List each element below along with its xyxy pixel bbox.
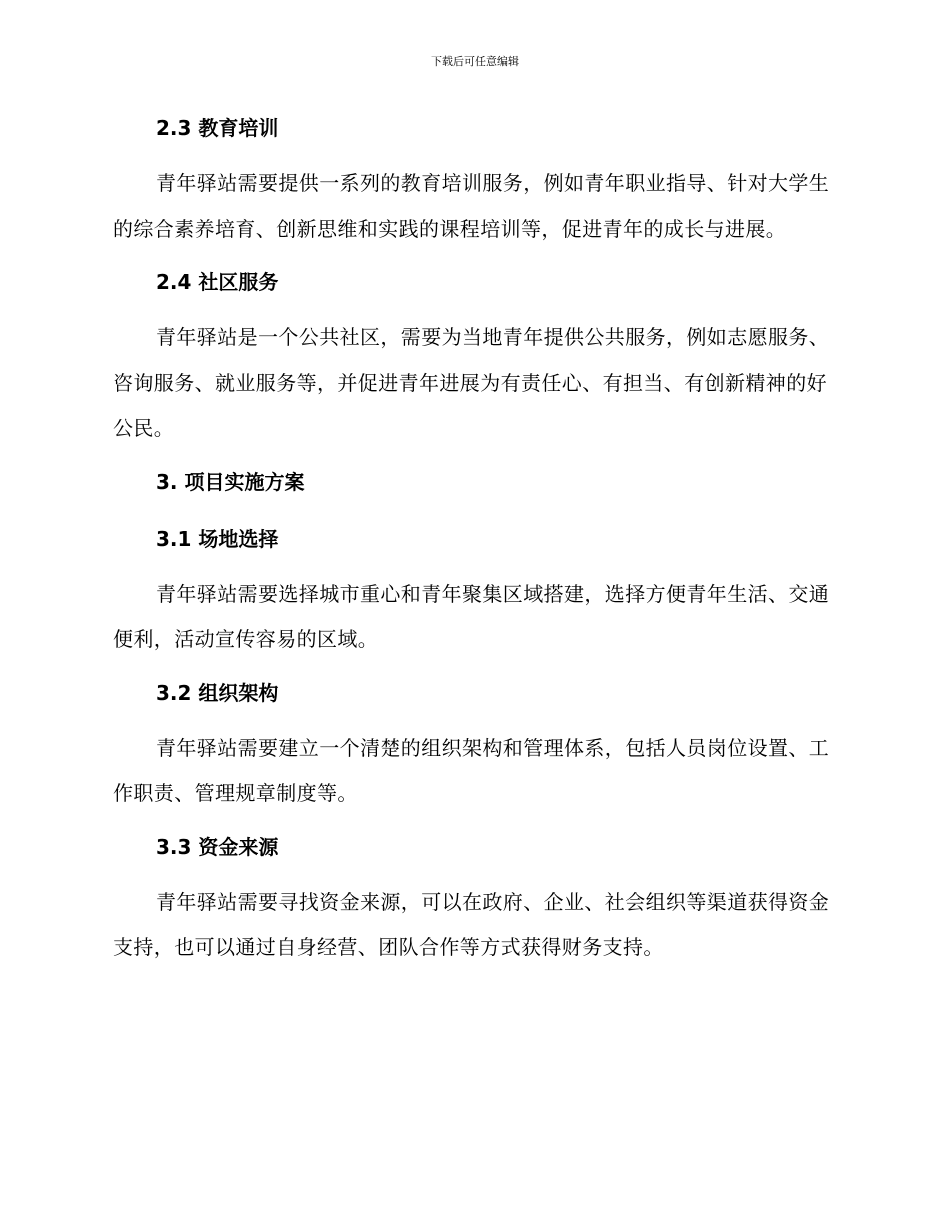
section-heading: 3. 项目实施方案 bbox=[156, 469, 305, 494]
document-body bbox=[113, 110, 835, 971]
section-heading: 2.4 社区服务 bbox=[156, 270, 279, 294]
section-paragraph: 青年驿站需要建立一个清楚的组织架构和管理体系，包括人员岗位设置、工作职责、管理规章制度等。 bbox=[113, 735, 830, 805]
section-paragraph: 青年驿站需要选择城市重心和青年聚集区域搭建，选择方便青年生活、交通便利，活动宣传容易的区域。 bbox=[113, 581, 830, 651]
section-paragraph: 青年驿站需要提供一系列的教育培训服务，例如青年职业指导、针对大学生的综合素养培育、创新思维和实践的课程培训等，促进青年的成长与进展。 bbox=[113, 171, 830, 241]
section-paragraph: 青年驿站需要寻找资金来源，可以在政府、企业、社会组织等渠道获得资金支持，也可以通过自身经营、团队合作等方式获得财务支持。 bbox=[113, 889, 830, 959]
section-heading: 3.2 组织架构 bbox=[156, 680, 279, 705]
section-paragraph: 青年驿站是一个公共社区，需要为当地青年提供公共服务，例如志愿服务、咨询服务、就业服务等，并促进青年进展为有责任心、有担当、有创新精神的好公民。 bbox=[113, 325, 830, 440]
section-heading: 3.3 资金来源 bbox=[156, 834, 279, 859]
section-heading: 2.3 教育培训 bbox=[156, 116, 279, 140]
section-heading: 3.1 场地选择 bbox=[156, 526, 279, 551]
page-header-note: 下载后可任意编辑 bbox=[431, 55, 519, 68]
